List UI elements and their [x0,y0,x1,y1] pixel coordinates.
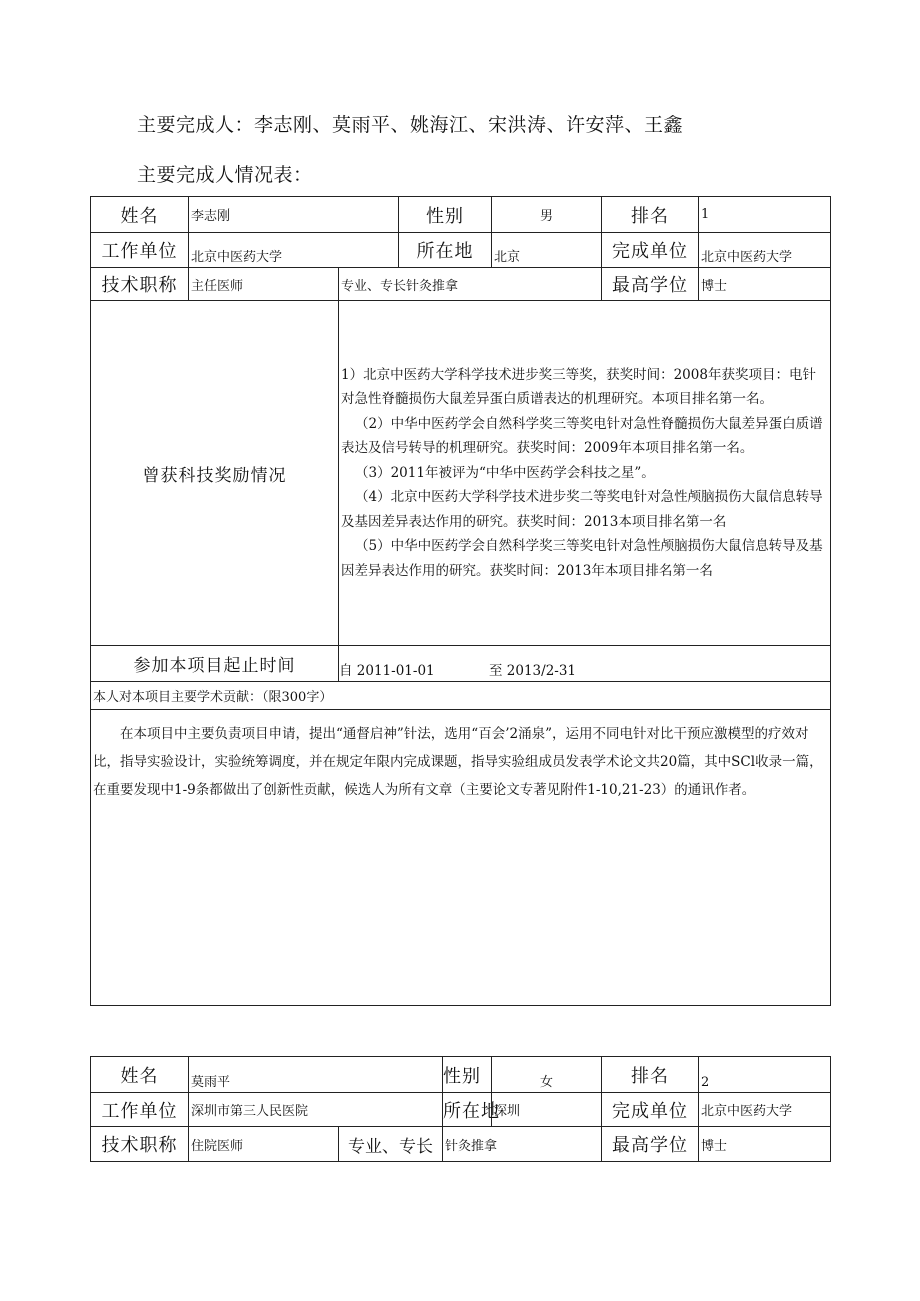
person1-period [339,646,831,682]
person2-name: 莫雨平 [189,1057,443,1093]
contribution-label: 本人对本项目主要学术贡献：（限300字） [91,682,831,710]
person1-location: 北京 [492,233,602,268]
person2-specialty: 针灸推拿 [443,1127,602,1162]
awards-label: 曾获科技奖励情况 [91,301,339,646]
period-start: 自 2011-01-01 [339,663,435,679]
person1-gender: 男 [492,197,602,233]
person1-name: 李志刚 [189,197,399,233]
gender-label: 性别 [399,197,492,233]
work-unit-label-2: 工作单位 [91,1093,189,1127]
person1-rank: 1 [699,197,831,233]
person1-completion-unit: 北京中医药大学 [699,233,831,268]
person2-location: 深圳 [492,1093,602,1127]
degree-label-2: 最高学位 [602,1127,699,1162]
period-end: 至 2013/2-31 [489,663,577,679]
gender-label-2: 性别 [443,1057,492,1093]
person1-specialty: 专业、专长针灸推拿 [339,268,602,301]
person1-work-unit: 北京中医药大学 [189,233,399,268]
work-unit-label: 工作单位 [91,233,189,268]
main-persons-heading: 主要完成人：李志刚、莫雨平、姚海江、宋洪涛、许安萍、王鑫 [137,114,684,136]
person1-awards [339,301,831,646]
location-label-2: 所在地 [443,1093,492,1127]
award-item-2: （2）中华中医药学会自然科学奖三等奖电针对急性脊髓损伤大鼠差异蛋白质谱表达及信号转导的机理研究。获奖时间：2009年本项目排名第一名。 [341,415,823,457]
table-title: 主要完成人情况表： [137,164,313,186]
award-item-4: （4）北京中医药大学科学技术进步奖二等奖电针对急性颅脑损伤大鼠信息转导及基因差异表达作用的研究。获奖时间：2013本项目排名第一名 [341,489,823,530]
person2-degree: 博士 [699,1127,831,1162]
period-label: 参加本项目起止时间 [91,646,339,682]
specialty-label-2: 专业、专长 [339,1127,443,1162]
name-label-2: 姓名 [91,1057,189,1093]
title-label: 技术职称 [91,268,189,301]
award-item-1: 1）北京中医药大学科学技术进步奖三等奖，获奖时间：2008年获奖项目：电针对急性脊髓损伤大鼠差异蛋白质谱表达的机理研究。本项目排名第一名。 [341,366,816,408]
person1-table [90,196,831,1006]
person2-rank: 2 [699,1057,831,1093]
completion-unit-label: 完成单位 [602,233,699,268]
award-item-5: （5）中华中医药学会自然科学奖三等奖电针对急性颅脑损伤大鼠信息转导及基因差异表达作用的研究。获奖时间：2013年本项目排名第一名 [341,538,823,579]
location-label: 所在地 [399,233,492,268]
person2-gender: 女 [492,1057,602,1093]
person1-title: 主任医师 [189,268,339,301]
rank-label: 排名 [602,197,699,233]
award-item-3: （3）2011年被评为“中华中医药学会科技之星”。 [355,464,655,481]
title-label-2: 技术职称 [91,1127,189,1162]
person2-completion-unit: 北京中医药大学 [699,1093,831,1127]
person2-title: 住院医师 [189,1127,339,1162]
person2-table [90,1056,831,1162]
degree-label: 最高学位 [602,268,699,301]
completion-unit-label-2: 完成单位 [602,1093,699,1127]
person1-contribution: 在本项目中主要负责项目申请，提出“通督启神”针法，选用“百会’2涌泉”，运用不同电针对比干预应激模型的疗效对比，指导实验设计，实验统筹调度，并在规定年限内完成课题，指导实验组成员发表学术论文共20篇，其中SCl收录一篇，在重要发现中1-9条都做出了创新性贡献，候选人为所有文章（主要论文专著见附件1-10,21-23）的通讯作者。 [91,710,831,1006]
name-label: 姓名 [91,197,189,233]
person2-work-unit: 深圳市第三人民医院 [189,1093,443,1127]
rank-label-2: 排名 [602,1057,699,1093]
person1-degree: 博士 [699,268,831,301]
